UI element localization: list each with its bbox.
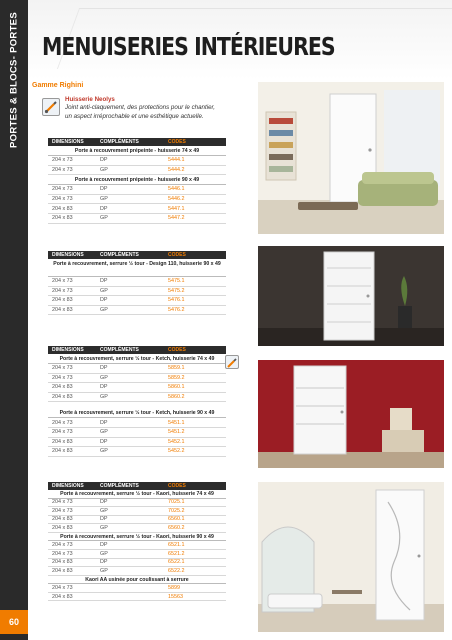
price-table-2	[48, 251, 226, 315]
cell-dimension: 204 x 83	[52, 559, 73, 566]
cell-code: 5444.2	[168, 166, 185, 173]
cell-dimension: 204 x 83	[52, 516, 73, 523]
cell-dimension: 204 x 83	[52, 297, 73, 304]
table-row	[48, 418, 226, 428]
table-header	[48, 251, 226, 259]
cell-complement: DP	[100, 559, 108, 566]
cell-code: 5446.2	[168, 196, 185, 203]
header-complements: COMPLÉMENTS	[100, 347, 139, 353]
cell-code: 5446.1	[168, 186, 185, 193]
cell-complement: DP	[100, 205, 108, 212]
cell-dimension: 204 x 73	[52, 157, 73, 164]
cell-code: 6522.1	[168, 559, 185, 566]
cell-complement: GP	[100, 166, 108, 173]
photo-living-room	[258, 82, 444, 234]
cell-complement: DP	[100, 499, 108, 506]
cell-dimension: 204 x 73	[52, 186, 73, 193]
cell-dimension: 204 x 73	[52, 507, 73, 514]
table-row	[48, 438, 226, 448]
cell-code: 5475.1	[168, 278, 185, 285]
cell-code: 7025.2	[168, 507, 185, 514]
cell-dimension: 204 x 73	[52, 499, 73, 506]
cell-code: 15563	[168, 593, 183, 600]
page-number: 60	[0, 610, 28, 634]
table-row	[48, 567, 226, 576]
table-row	[48, 185, 226, 195]
cell-dimension: 204 x 83	[52, 593, 73, 600]
cell-dimension: 204 x 83	[52, 215, 73, 222]
cell-code: 5447.2	[168, 215, 185, 222]
table-header	[48, 482, 226, 490]
header-codes: CODES	[168, 347, 186, 353]
cell-dimension: 204 x 73	[52, 287, 73, 294]
table-row	[48, 287, 226, 297]
cell-dimension: 204 x 73	[52, 542, 73, 549]
gamme-label: Gamme Righini	[32, 82, 84, 89]
tool-icon	[225, 355, 239, 369]
cell-code: 6521.2	[168, 550, 185, 557]
header-codes: CODES	[168, 139, 186, 145]
cell-complement: GP	[100, 550, 108, 557]
cell-dimension: 204 x 73	[52, 278, 73, 285]
cell-dimension: 204 x 73	[52, 196, 73, 203]
section-title: Porte à recouvrement, serrure ½ tour - Kaori, huisserie 74 x 49	[48, 490, 226, 499]
page-title: MENUISERIES INTÉRIEURES	[42, 32, 335, 61]
table-row	[48, 428, 226, 438]
cell-dimension: 204 x 83	[52, 448, 73, 455]
cell-code: 5860.1	[168, 384, 185, 391]
photo-ketch-door	[258, 360, 444, 468]
header-dimensions: DIMENSIONS	[52, 252, 84, 258]
header-codes: CODES	[168, 483, 186, 489]
cell-dimension: 204 x 73	[52, 166, 73, 173]
cell-complement: GP	[100, 567, 108, 574]
header-dimensions: DIMENSIONS	[52, 347, 84, 353]
section-title: Porte à recouvrement, serrure ½ tour - Ketch, huisserie 90 x 49	[48, 408, 226, 418]
cell-code: 5859.2	[168, 374, 185, 381]
cell-dimension: 204 x 83	[52, 384, 73, 391]
cell-complement: DP	[100, 297, 108, 304]
cell-complement: DP	[100, 419, 108, 426]
section-title: Porte à recouvrement, serrure ½ tour - Ketch, huisserie 74 x 49	[48, 354, 226, 364]
cell-code: 5475.2	[168, 287, 185, 294]
header-complements: COMPLÉMENTS	[100, 252, 139, 258]
cell-complement: GP	[100, 394, 108, 401]
cell-code: 5452.1	[168, 438, 185, 445]
cell-complement: GP	[100, 215, 108, 222]
table-row	[48, 383, 226, 393]
table-row	[48, 156, 226, 166]
cell-code: 5451.2	[168, 429, 185, 436]
cell-code: 5860.2	[168, 394, 185, 401]
cell-complement: GP	[100, 507, 108, 514]
cell-code: 6521.1	[168, 542, 185, 549]
cell-dimension: 204 x 83	[52, 205, 73, 212]
cell-complement: DP	[100, 542, 108, 549]
table-row	[48, 374, 226, 384]
cell-complement: GP	[100, 429, 108, 436]
cell-dimension: 204 x 83	[52, 567, 73, 574]
cell-dimension: 204 x 73	[52, 419, 73, 426]
cell-code: 6560.1	[168, 516, 185, 523]
cell-code: 5447.1	[168, 205, 185, 212]
cell-complement: GP	[100, 448, 108, 455]
photo-design-door	[258, 246, 444, 346]
cell-complement: GP	[100, 374, 108, 381]
photo-kaori-door	[258, 482, 444, 632]
header-complements: COMPLÉMENTS	[100, 483, 139, 489]
price-table-4	[48, 482, 226, 601]
header-dimensions: DIMENSIONS	[52, 139, 84, 145]
table-row	[48, 541, 226, 550]
table-header	[48, 346, 226, 354]
price-table-3	[48, 346, 226, 457]
cell-dimension: 204 x 83	[52, 307, 73, 314]
section-title: Porte à recouvrement prépeinte - huisserie 90 x 49	[48, 175, 226, 185]
table-row	[48, 499, 226, 508]
cell-complement: GP	[100, 287, 108, 294]
table-row	[48, 166, 226, 176]
cell-complement: DP	[100, 186, 108, 193]
section-title: Porte à recouvrement, serrure ½ tour - Kaori, huisserie 90 x 49	[48, 533, 226, 542]
cell-dimension: 204 x 83	[52, 438, 73, 445]
cell-code: 6522.2	[168, 567, 185, 574]
table-row	[48, 195, 226, 205]
cell-code: 5444.1	[168, 157, 185, 164]
cell-complement: GP	[100, 196, 108, 203]
header-dimensions: DIMENSIONS	[52, 483, 84, 489]
cell-code: 5859.1	[168, 365, 185, 372]
cell-dimension: 204 x 83	[52, 394, 73, 401]
cell-code: 7025.1	[168, 499, 185, 506]
cell-complement: DP	[100, 365, 108, 372]
cell-code: 5476.1	[168, 297, 185, 304]
huisserie-description: Joint anti-claquement, des protections pour le chantier, un aspect irréprochable et une esthétique actuelle.	[65, 104, 215, 120]
table-row	[48, 306, 226, 316]
table-row	[48, 277, 226, 287]
cell-complement: DP	[100, 384, 108, 391]
cell-dimension: 204 x 73	[52, 365, 73, 372]
cell-code: 6560.2	[168, 525, 185, 532]
cell-dimension: 204 x 73	[52, 429, 73, 436]
cell-code: 5476.2	[168, 307, 185, 314]
table-row	[48, 393, 226, 403]
cell-complement: DP	[100, 438, 108, 445]
table-row	[48, 584, 226, 593]
table-row	[48, 214, 226, 224]
cell-code: 5451.1	[168, 419, 185, 426]
section-title: Porte à recouvrement prépeinte - huisserie 74 x 49	[48, 146, 226, 156]
cell-code: 5452.2	[168, 448, 185, 455]
cell-complement: GP	[100, 525, 108, 532]
table-row	[48, 447, 226, 457]
cell-complement: DP	[100, 278, 108, 285]
cell-dimension: 204 x 83	[52, 525, 73, 532]
brush-icon	[42, 98, 60, 116]
header-complements: COMPLÉMENTS	[100, 139, 139, 145]
cell-code: 5899	[168, 585, 180, 592]
cell-dimension: 204 x 73	[52, 585, 73, 592]
section-title: Kaori AA usinée pour coulissant à serrure	[48, 576, 226, 585]
price-table-1	[48, 138, 226, 224]
table-row	[48, 516, 226, 525]
section-title: Porte à recouvrement, serrure ½ tour - Design 110, huisserie 90 x 49	[48, 259, 226, 277]
table-header	[48, 138, 226, 146]
huisserie-title: Huisserie Neolys	[65, 96, 115, 103]
table-row	[48, 364, 226, 374]
side-bar	[0, 0, 28, 640]
side-title: PORTES & BLOCS- PORTES	[8, 12, 20, 148]
table-row	[48, 593, 226, 602]
table-row	[48, 524, 226, 533]
table-row	[48, 204, 226, 214]
cell-complement: GP	[100, 307, 108, 314]
table-row	[48, 296, 226, 306]
cell-complement: DP	[100, 157, 108, 164]
table-row	[48, 559, 226, 568]
cell-dimension: 204 x 73	[52, 550, 73, 557]
cell-complement: DP	[100, 516, 108, 523]
table-row	[48, 550, 226, 559]
table-row	[48, 507, 226, 516]
cell-dimension: 204 x 73	[52, 374, 73, 381]
header-codes: CODES	[168, 252, 186, 258]
